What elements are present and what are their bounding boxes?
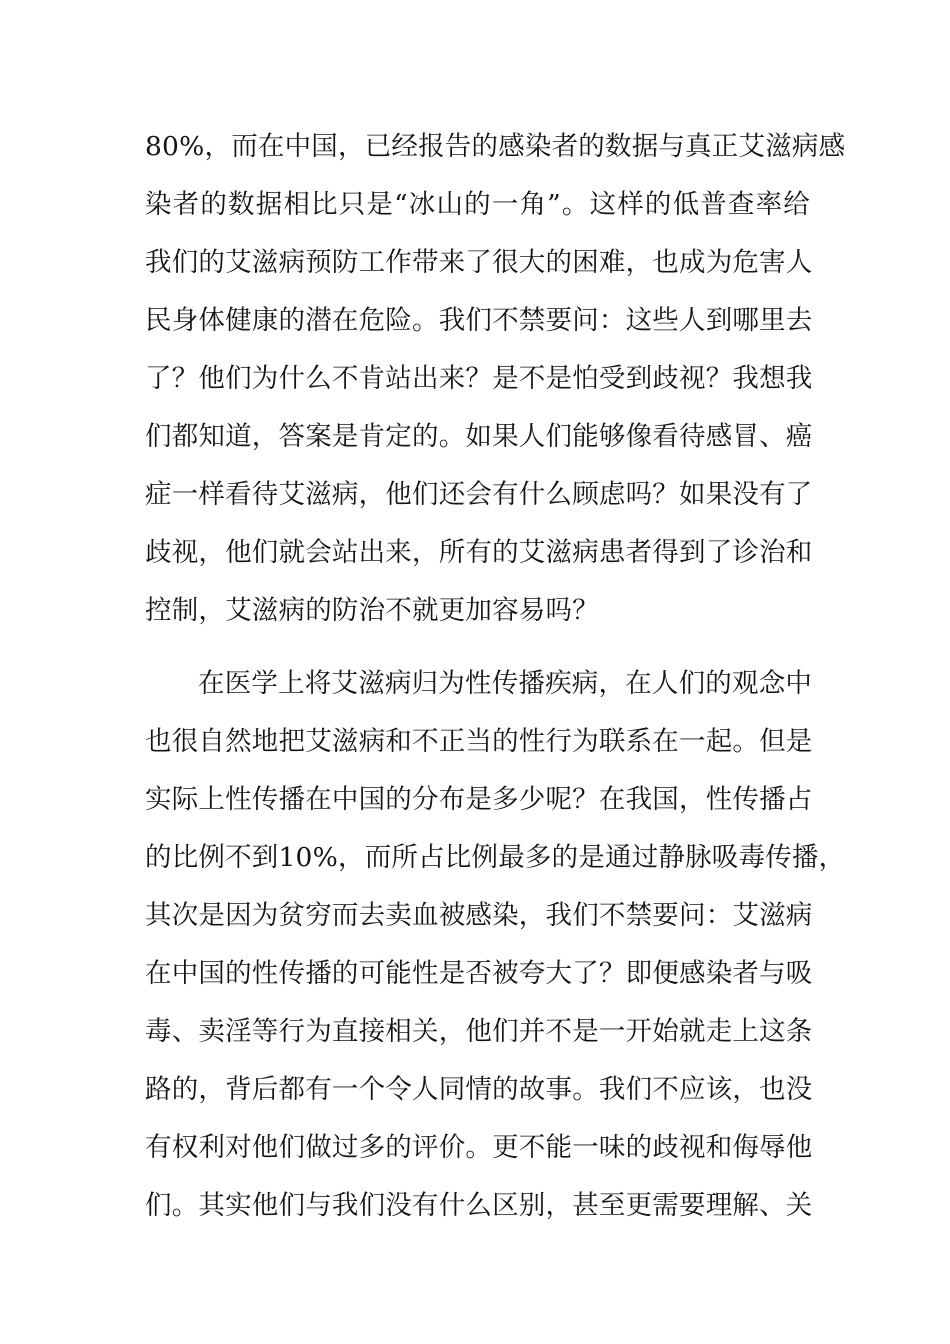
text-line: 实际上性传播在中国的分布是多少呢？在我国，性传播占 [145, 784, 813, 815]
text-line: 毒、卖淫等行为直接相关，他们并不是一开始就走上这条 [145, 1016, 813, 1047]
paragraph-1 [145, 118, 846, 640]
text-line: 路的，背后都有一个令人同情的故事。我们不应该，也没 [145, 1074, 813, 1105]
text-line: 我们的艾滋病预防工作带来了很大的困难，也成为危害人 [145, 247, 813, 278]
text-line: 歧视，他们就会站出来，所有的艾滋病患者得到了诊治和 [145, 537, 813, 568]
text-line: 80%，而在中国，已经报告的感染者的数据与真正艾滋病感 [145, 131, 846, 162]
text-line: 症一样看待艾滋病，他们还会有什么顾虑吗？如果没有了 [145, 479, 813, 510]
text-line: 了？他们为什么不肯站出来？是不是怕受到歧视？我想我 [145, 363, 813, 394]
text-line: 也很自然地把艾滋病和不正当的性行为联系在一起。但是 [145, 726, 813, 757]
paragraph-2 [145, 655, 846, 1235]
text-line: 们。其实他们与我们没有什么区别，甚至更需要理解、关 [145, 1190, 813, 1221]
text-line: 其次是因为贫穷而去卖血被感染，我们不禁要问：艾滋病 [145, 900, 813, 931]
text-line: 在医学上将艾滋病归为性传播疾病，在人们的观念中 [198, 668, 813, 699]
text-line: 在中国的性传播的可能性是否被夸大了？即便感染者与吸 [145, 958, 813, 989]
text-line: 们都知道，答案是肯定的。如果人们能够像看待感冒、癌 [145, 421, 813, 452]
text-line: 民身体健康的潜在危险。我们不禁要问：这些人到哪里去 [145, 305, 813, 336]
text-line: 有权利对他们做过多的评价。更不能一味的歧视和侮辱他 [145, 1132, 813, 1163]
body-text [145, 118, 846, 1235]
text-line: 控制，艾滋病的防治不就更加容易吗？ [145, 595, 599, 626]
paragraph-spacer [145, 640, 810, 655]
text-line: 染者的数据相比只是“冰山的一角”。这样的低普查率给 [145, 189, 810, 220]
text-line: 的比例不到10%，而所占比例最多的是通过静脉吸毒传播， [145, 842, 846, 873]
